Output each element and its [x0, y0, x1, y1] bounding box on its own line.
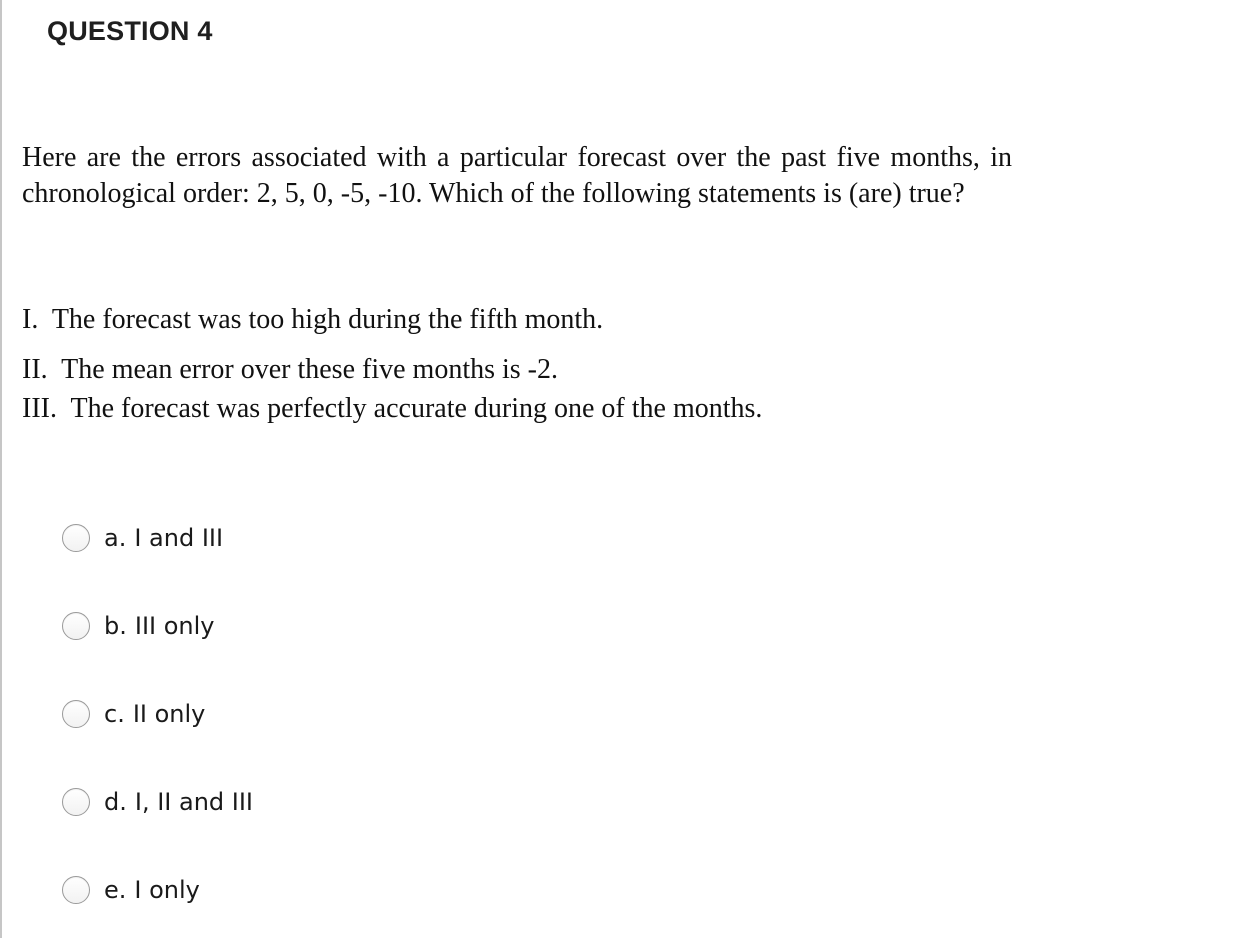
option-text: II only	[132, 700, 206, 728]
left-border	[0, 0, 2, 938]
radio-button-b[interactable]	[62, 612, 90, 640]
statement-numeral: III.	[22, 393, 57, 424]
option-text: I and III	[134, 524, 224, 552]
answer-option-label	[104, 612, 215, 640]
answer-option-label	[104, 788, 253, 816]
answer-option-d[interactable]	[62, 786, 253, 818]
answer-option-c[interactable]	[62, 698, 205, 730]
statement-text: The mean error over these five months is -2.	[61, 354, 558, 385]
radio-button-e[interactable]	[62, 876, 90, 904]
answer-option-label	[104, 524, 223, 552]
option-text: I only	[134, 876, 200, 904]
answer-option-a[interactable]	[62, 522, 223, 554]
question-title: QUESTION 4	[47, 16, 213, 46]
option-text: I, II and III	[134, 788, 254, 816]
statement-3	[22, 391, 762, 427]
statement-2	[22, 352, 558, 388]
option-letter: b.	[104, 612, 127, 640]
answer-option-label	[104, 876, 200, 904]
answer-option-b[interactable]	[62, 610, 215, 642]
statement-1	[22, 302, 603, 338]
radio-button-d[interactable]	[62, 788, 90, 816]
option-letter: a.	[104, 524, 127, 552]
statement-text: The forecast was perfectly accurate during one of the months.	[70, 393, 763, 424]
question-prompt: Here are the errors associated with a particular forecast over the past five months, in chronological order: 2, 5, 0, -5, -10. Which of the following statements is (are) true?	[22, 142, 1012, 209]
option-text: III only	[134, 612, 215, 640]
option-letter: e.	[104, 876, 127, 904]
answer-option-e[interactable]	[62, 874, 200, 906]
statement-text: The forecast was too high during the fifth month.	[51, 304, 604, 335]
statement-numeral: II.	[22, 354, 48, 385]
option-letter: d.	[104, 788, 127, 816]
radio-button-a[interactable]	[62, 524, 90, 552]
statement-numeral: I.	[22, 304, 39, 335]
answer-option-label	[104, 700, 205, 728]
radio-button-c[interactable]	[62, 700, 90, 728]
option-letter: c.	[104, 700, 125, 728]
